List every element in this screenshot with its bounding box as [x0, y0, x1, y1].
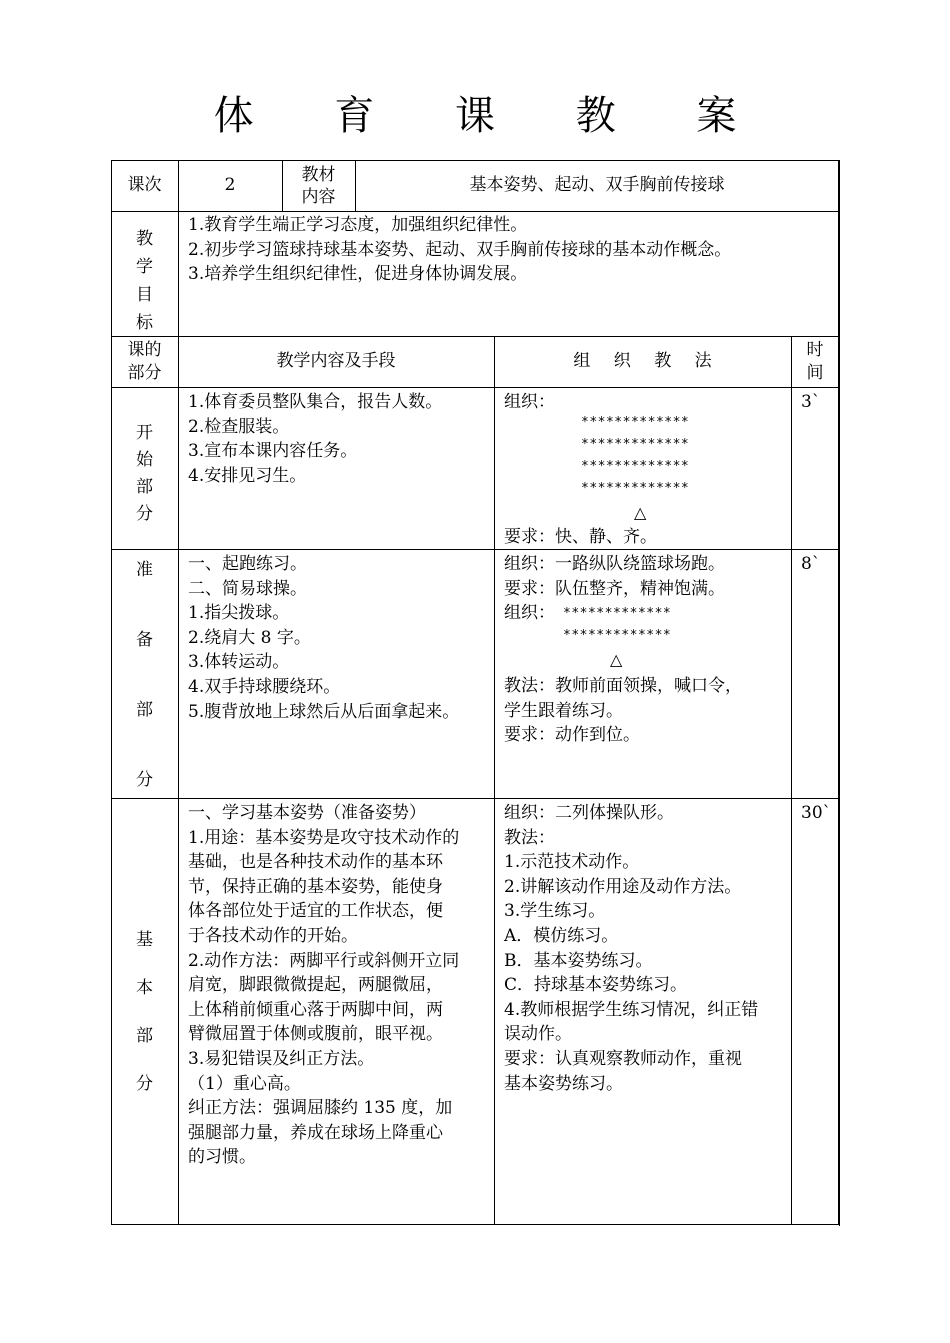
part-label-char: 准 [136, 560, 153, 580]
row-divider [111, 387, 839, 388]
content-line: 4.双手持球腰绕环。 [188, 676, 341, 697]
prepare-method-top [504, 552, 725, 601]
content-line: 1.体育委员整队集合，报告人数。 [188, 392, 443, 412]
prepare-content [188, 552, 459, 724]
part-label-char: 部 [136, 700, 153, 720]
page-title: 体 育 课 教 案 [213, 93, 771, 139]
content-line: 3.易犯错误及纠正方法。 [188, 1048, 375, 1069]
goals-label-char: 标 [136, 313, 153, 333]
start-method-label: 组织： [504, 392, 555, 412]
content-line: 1.用途：基本姿势是攻守技术动作的 [188, 827, 460, 848]
part-label-char: 备 [136, 630, 153, 650]
start-requirement: 要求：快、静、齐。 [504, 527, 657, 547]
content-line: 5.腹背放地上球然后从后面拿起来。 [188, 701, 460, 722]
basic-time: 30` [801, 803, 832, 823]
formation-row: ************* [581, 437, 690, 452]
method-line: 组织：一路纵队绕篮球场跑。 [504, 554, 725, 574]
col-divider [178, 211, 179, 337]
content-line: 强腿部力量，养成在球场上降重心 [188, 1122, 443, 1143]
part-label-char: 基 [136, 930, 153, 950]
content-line: 3.宣布本课内容任务。 [188, 441, 358, 462]
formation-row: ************* [563, 606, 672, 621]
goal-item: 1.教育学生端正学习态度，加强组织纪律性。 [188, 215, 528, 235]
method-line: 教法：教师前面领操，喊口令， [504, 676, 742, 696]
method-line: C．持球基本姿势练习。 [504, 975, 688, 996]
prepare-formation-label: 组织： [504, 603, 555, 623]
goals-label-char: 学 [136, 257, 153, 277]
content-line: 臂微屈置于体侧或腹前，眼平视。 [188, 1024, 443, 1045]
content-line: 上体稍前倾重心落于两脚中间，两 [188, 999, 443, 1020]
part-header-line-2: 部分 [127, 362, 162, 383]
content-line: 肩宽，脚跟微微提起，两腿微屈， [188, 975, 443, 996]
material-label-line-2: 内容 [301, 186, 336, 207]
part-label-char: 分 [136, 770, 153, 790]
basic-content [188, 801, 459, 1170]
time-header-line-2: 间 [806, 362, 824, 383]
method-line: 组织：二列体操队形。 [504, 803, 674, 823]
material-label [282, 160, 355, 211]
content-line: 1.指尖拨球。 [188, 603, 290, 624]
method-line: 要求：动作到位。 [504, 725, 640, 746]
start-content [188, 390, 442, 488]
content-line: 一、起跑练习。 [188, 554, 307, 574]
part-label-char: 本 [136, 978, 153, 998]
content-line: （1）重心高。 [188, 1073, 301, 1094]
goal-item: 2.初步学习篮球持球基本姿势、起动、双手胸前传接球的基本动作概念。 [188, 239, 732, 260]
content-line: 4.安排见习生。 [188, 465, 307, 486]
row-divider [111, 549, 839, 550]
method-line: 基本姿势练习。 [504, 1073, 623, 1094]
formation-diagram [581, 412, 689, 500]
method-line: 3.学生练习。 [504, 901, 606, 922]
part-header [111, 336, 178, 387]
content-line: 2.绕肩大 8 字。 [188, 627, 311, 648]
material-label-line-1: 教材 [301, 164, 336, 185]
goals-label-char: 目 [136, 285, 153, 305]
method-line: 要求：队伍整齐，精神饱满。 [504, 578, 725, 599]
time-header-line-1: 时 [806, 339, 824, 360]
content-line: 2.动作方法：两脚平行或斜侧开立同 [188, 950, 460, 971]
teacher-triangle-icon: △ [610, 650, 623, 669]
part-header-line-1: 课的 [127, 339, 162, 360]
method-line: 要求：认真观察教师动作，重视 [504, 1048, 742, 1069]
formation-row: ************* [581, 415, 690, 430]
lesson-number-value: 2 [224, 175, 236, 196]
content-line: 于各技术动作的开始。 [188, 925, 358, 946]
row-divider [111, 211, 839, 212]
formation-row: ************* [581, 459, 690, 474]
prepare-time: 8` [801, 554, 821, 574]
goal-item: 3.培养学生组织纪律性，促进身体协调发展。 [188, 264, 528, 285]
method-line: A．模仿练习。 [504, 925, 619, 946]
content-line: 3.体转运动。 [188, 652, 290, 673]
prepare-method-bottom [504, 674, 742, 748]
content-line: 2.检查服装。 [188, 416, 290, 437]
goals-label [111, 225, 178, 337]
method-line: 1.示范技术动作。 [504, 852, 640, 873]
start-time: 3` [801, 392, 821, 412]
formation-row: ************* [581, 481, 690, 496]
basic-method [504, 801, 758, 1096]
method-line: 教法： [504, 827, 555, 848]
table-right-edge [839, 160, 840, 1226]
content-line: 二、简易球操。 [188, 578, 307, 599]
part-label-prepare [111, 558, 178, 792]
part-label-start [111, 420, 178, 528]
content-line: 纠正方法：强调屈膝约 135 度，加 [188, 1098, 453, 1119]
content-line: 的习惯。 [188, 1147, 256, 1168]
method-line: 学生跟着练习。 [504, 700, 623, 721]
content-line: 基础，也是各种技术动作的基本环 [188, 852, 443, 873]
part-label-char: 分 [136, 1074, 153, 1094]
part-label-basic [111, 928, 178, 1096]
part-label-char: 部 [136, 1026, 153, 1046]
part-label-char: 部 [136, 477, 153, 497]
part-label-char: 分 [136, 504, 153, 524]
row-divider [111, 798, 839, 799]
goals-list [188, 213, 731, 287]
part-label-char: 开 [136, 423, 153, 443]
col-divider [494, 336, 495, 1225]
col-divider [791, 336, 792, 1225]
content-line: 体各部位处于适宜的工作状态，便 [188, 901, 443, 922]
material-value: 基本姿势、起动、双手胸前传接球 [469, 175, 725, 196]
formation-row: ************* [563, 628, 672, 643]
time-header [791, 336, 839, 387]
method-header: 组 织 教 法 [573, 351, 712, 372]
goals-label-char: 教 [136, 229, 153, 249]
formation-diagram [563, 603, 671, 647]
method-line: 4.教师根据学生练习情况，纠正错 [504, 999, 759, 1020]
content-header: 教学内容及手段 [276, 351, 396, 372]
content-line: 节，保持正确的基本姿势，能使身 [188, 876, 443, 897]
method-line: 2.讲解该动作用途及动作方法。 [504, 876, 742, 897]
col-divider [178, 336, 179, 1225]
method-line: B．基本姿势练习。 [504, 950, 653, 971]
lesson-number-label: 课次 [127, 175, 162, 196]
part-label-char: 始 [136, 450, 153, 470]
teacher-triangle-icon: △ [634, 503, 647, 522]
method-line: 误动作。 [504, 1024, 572, 1045]
content-line: 一、学习基本姿势（准备姿势） [188, 803, 426, 823]
